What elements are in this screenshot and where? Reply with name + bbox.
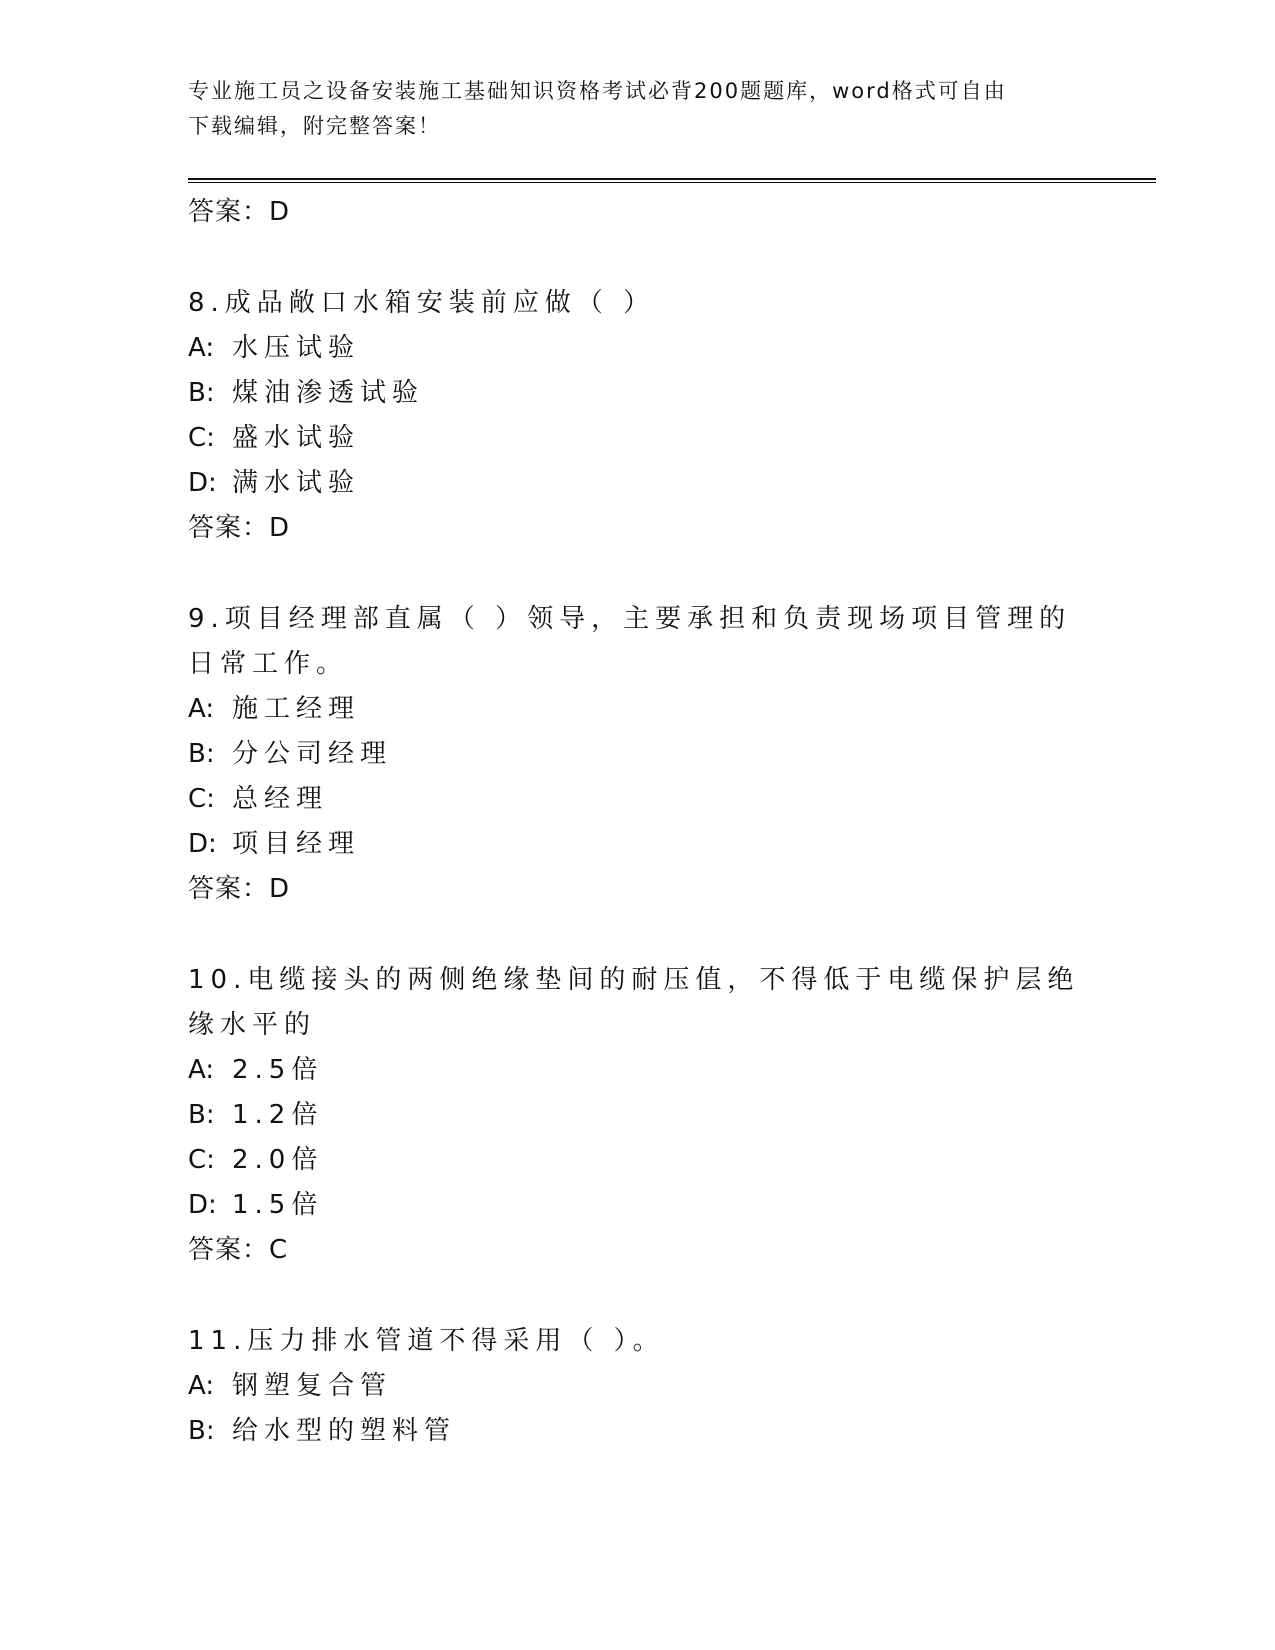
option-key: C:	[188, 423, 215, 453]
option-key: B:	[188, 1416, 215, 1446]
document-header	[188, 74, 1068, 144]
option-key: B:	[188, 378, 215, 408]
option-text: 分公司经理	[232, 739, 393, 769]
question-text: 10.电缆接头的两侧绝缘垫间的耐压值，不得低于电缆保护层绝缘水平的	[188, 965, 1080, 1040]
option-key: A:	[188, 333, 215, 363]
option-line	[188, 1183, 1088, 1228]
option-text: 1.5倍	[232, 1190, 324, 1220]
answer-line: 答案：D	[188, 197, 291, 227]
option-key: D:	[188, 829, 217, 859]
option-line	[188, 371, 1088, 416]
option-line	[188, 822, 1088, 867]
option-line	[188, 416, 1088, 461]
question-text: 9.项目经理部直属（ ）领导，主要承担和负责现场项目管理的日常工作。	[188, 604, 1072, 679]
option-text: 盛水试验	[232, 423, 361, 453]
option-line	[188, 1093, 1088, 1138]
option-line	[188, 1138, 1088, 1183]
question-list	[188, 190, 1088, 1454]
option-key: B:	[188, 1100, 215, 1130]
option-text: 2.5倍	[232, 1055, 324, 1085]
header-line-2: 下载编辑，附完整答案！	[188, 114, 441, 138]
option-text: 总经理	[232, 784, 329, 814]
option-line	[188, 1409, 1088, 1454]
question-block	[188, 1319, 1088, 1454]
option-text: 2.0倍	[232, 1145, 324, 1175]
question-block	[188, 597, 1088, 912]
option-line	[188, 1048, 1088, 1093]
option-text: 给水型的塑料管	[232, 1416, 457, 1446]
answer-line: 答案：D	[188, 874, 291, 904]
option-text: 1.2倍	[232, 1100, 324, 1130]
answer-line: 答案：D	[188, 513, 291, 543]
option-key: A:	[188, 1371, 215, 1401]
option-key: B:	[188, 739, 215, 769]
answer-line: 答案：C	[188, 1235, 289, 1265]
question-text: 11.压力排水管道不得采用（ ）。	[188, 1326, 665, 1356]
option-key: C:	[188, 1145, 215, 1175]
option-line	[188, 777, 1088, 822]
option-text: 满水试验	[232, 468, 361, 498]
option-key: C:	[188, 784, 215, 814]
option-line	[188, 326, 1088, 371]
option-line	[188, 687, 1088, 732]
option-line	[188, 732, 1088, 777]
header-divider-thick	[188, 178, 1156, 180]
question-block	[188, 281, 1088, 551]
question-text: 8.成品敞口水箱安装前应做（ ）	[188, 288, 656, 318]
option-text: 项目经理	[232, 829, 361, 859]
question-block	[188, 958, 1088, 1273]
option-key: D:	[188, 1190, 217, 1220]
option-line	[188, 1364, 1088, 1409]
option-key: D:	[188, 468, 217, 498]
header-divider-thin	[188, 182, 1156, 183]
option-text: 煤油渗透试验	[232, 378, 425, 408]
option-text: 钢塑复合管	[232, 1371, 393, 1401]
option-text: 施工经理	[232, 694, 361, 724]
option-line	[188, 461, 1088, 506]
option-key: A:	[188, 1055, 215, 1085]
option-text: 水压试验	[232, 333, 361, 363]
header-line-1: 专业施工员之设备安装施工基础知识资格考试必背200题题库，word格式可自由	[188, 79, 1007, 103]
option-key: A:	[188, 694, 215, 724]
